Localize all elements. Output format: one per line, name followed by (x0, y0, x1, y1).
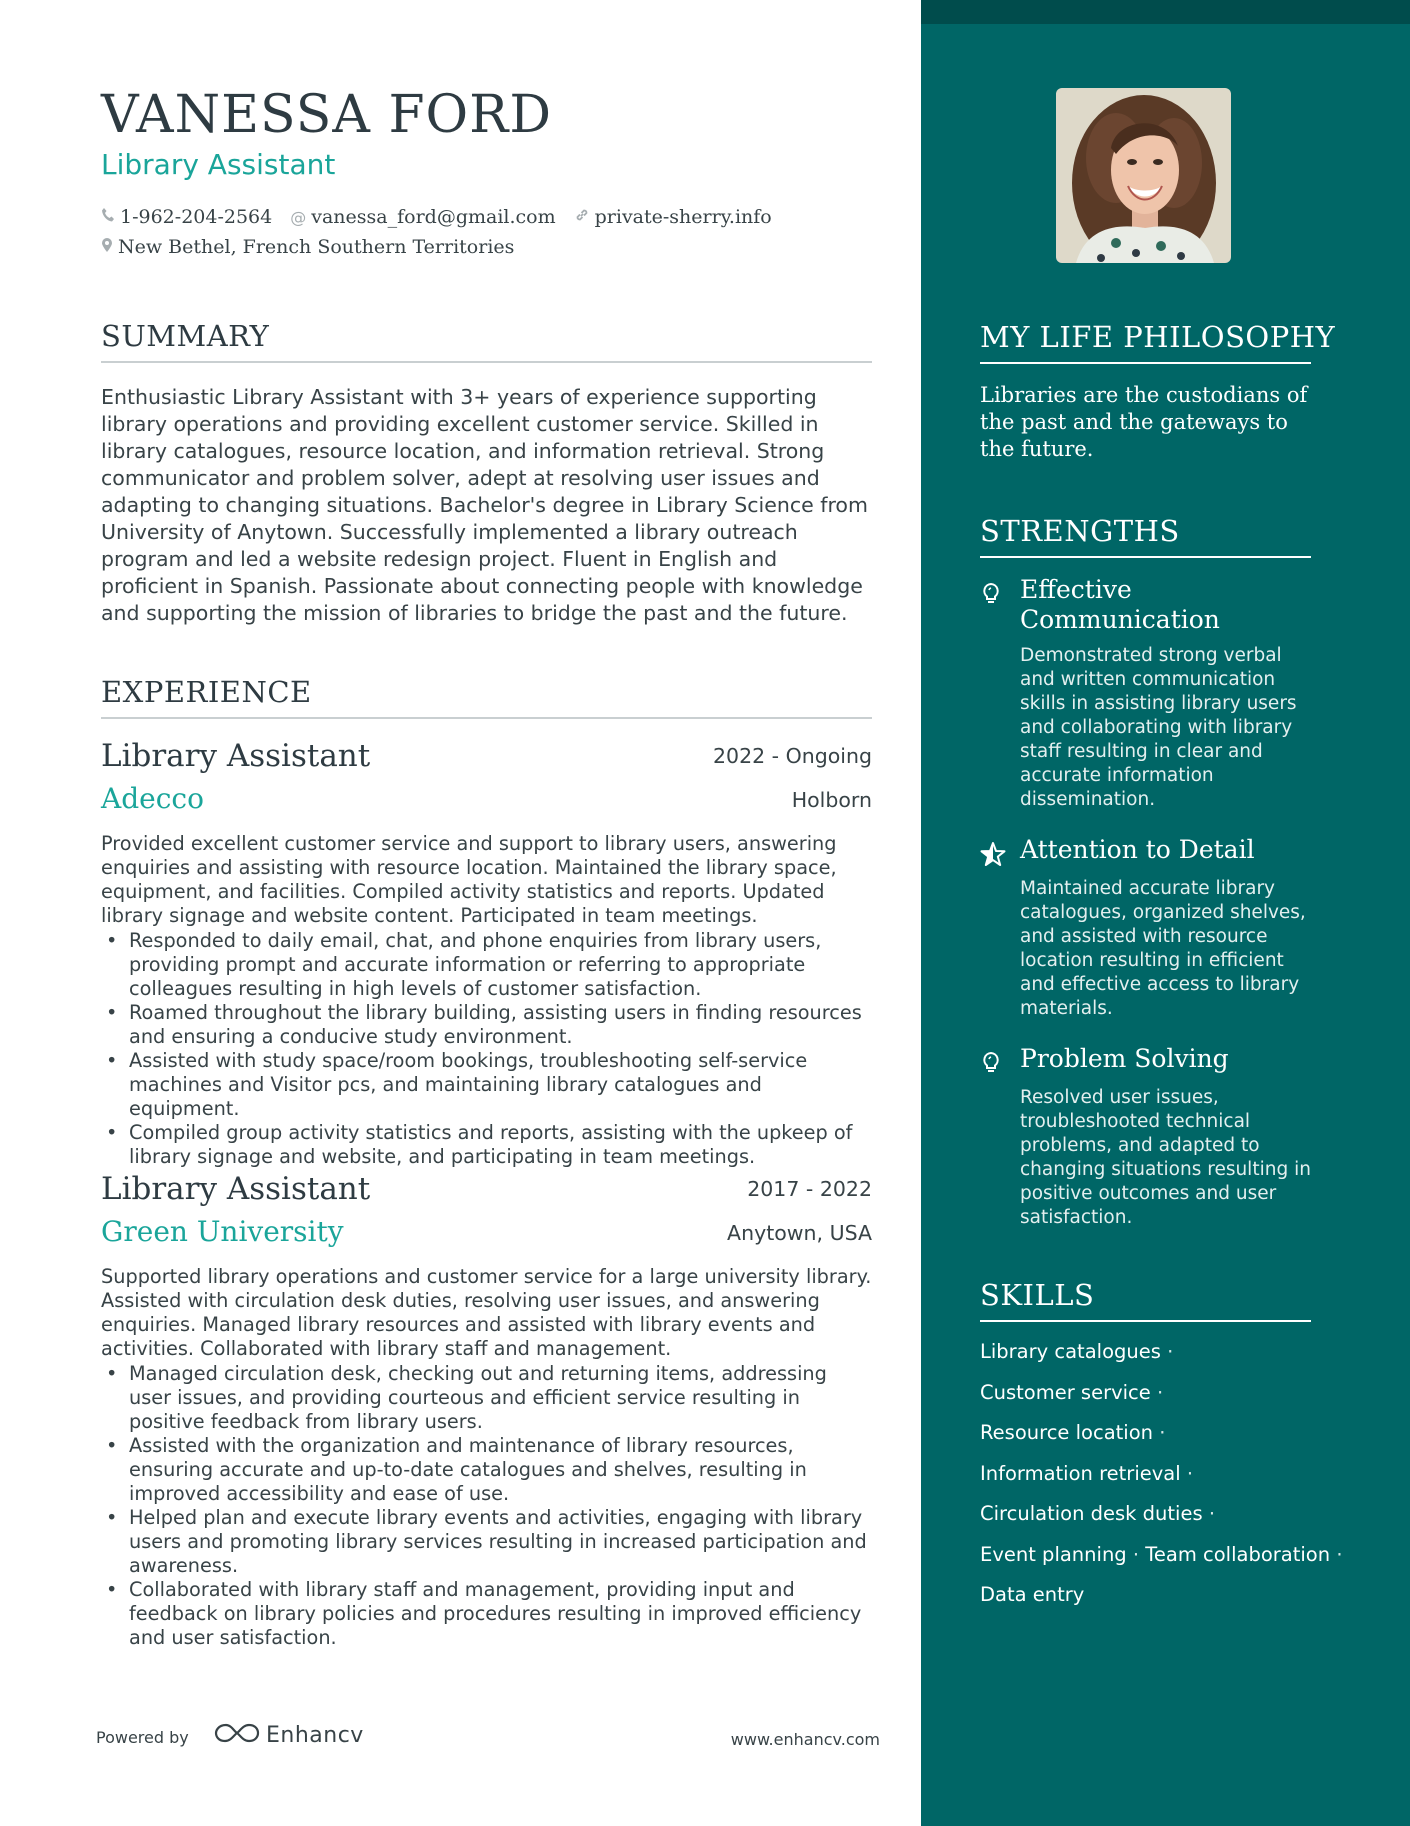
strength-description: Demonstrated strong verbal and written communication skills in assisting library users and collaborating with library staff resulting in clear and accurate information dissemination. (1020, 645, 1297, 810)
job-location: Anytown, USA (727, 1221, 872, 1245)
profile-photo (1056, 88, 1231, 263)
skill-item: Resource location (980, 1421, 1153, 1444)
strength-title: Problem Solving (1020, 1044, 1229, 1073)
job-bullet: • Roamed throughout the library building, assisting users in finding resources and ensuring a conducive study environment. (101, 1001, 872, 1049)
contact-info (101, 202, 772, 262)
sidebar-top-band (921, 0, 1410, 24)
strength-description: Maintained accurate library catalogues, organized shelves, and assisted with resource location resulting in efficient and effective access to library materials. (1020, 878, 1306, 1019)
strengths-heading: STRENGTHS (980, 514, 1311, 558)
lightbulb-icon (980, 581, 1004, 607)
email-address: vanessa_ford@gmail.com (311, 206, 556, 228)
job-bullet: • Managed circulation desk, checking out and returning items, addressing user issues, and providing courteous and efficient service resulting in positive feedback from library users. (101, 1362, 872, 1434)
philosophy-heading: MY LIFE PHILOSOPHY (980, 320, 1311, 364)
job-bullet: • Responded to daily email, chat, and phone enquiries from library users, providing prompt and accurate information or referring to appropriate colleagues resulting in high levels of customer satisfaction. (101, 929, 872, 1001)
job-dates: 2022 - Ongoing (713, 744, 872, 768)
job-company: Adecco (101, 782, 204, 815)
job-bullet: • Helped plan and execute library events and activities, engaging with library users and promoting library services resulting in increased participation and awareness. (101, 1506, 872, 1578)
philosophy-text: Libraries are the custodians of the past and the gateways to the future. (980, 383, 1308, 461)
job-description: Supported library operations and customer service for a large university library. Assisted with circulation desk duties, resolving user issues, and answering enquiries. Managed library resources and assisted with library events and activities. Collaborated with library staff and management. (101, 1265, 872, 1360)
job-bullet: • Collaborated with library staff and management, providing input and feedback on library policies and procedures resulting in improved efficiency and user satisfaction. (101, 1578, 872, 1650)
job-title: Library Assistant (101, 738, 371, 774)
location-pin-icon (101, 237, 113, 257)
website-url: private-sherry.info (594, 206, 772, 228)
powered-by-label: Powered by (96, 1728, 189, 1747)
footer (96, 1724, 880, 1754)
skills-heading: SKILLS (980, 1278, 1311, 1322)
job-location: Holborn (791, 788, 872, 812)
job-bullet: • Assisted with study space/room bookings, troubleshooting self-service machines and Visitor pcs, and maintaining library catalogues and equipment. (101, 1049, 872, 1121)
location-contact (101, 236, 514, 258)
enhancv-logo-text: Enhancv (266, 1722, 364, 1748)
candidate-role: Library Assistant (101, 148, 336, 181)
lightbulb-icon (980, 1050, 1004, 1076)
summary-heading: SUMMARY (101, 319, 872, 363)
job-description: Provided excellent customer service and support to library users, answering enquiries and assisting with resource location. Maintained the library space, equipment, and facilities. Compiled activity statistics and reports. Updated library signage and website content. Participated in team meetings. (101, 832, 837, 927)
job-company: Green University (101, 1215, 344, 1248)
job-bullet: • Assisted with the organization and maintenance of library resources, ensuring accurate and up-to-date catalogues and shelves, resulting in improved accessibility and ease of use. (101, 1434, 872, 1506)
email-contact[interactable] (290, 206, 555, 228)
skill-item: Team collaboration (1145, 1542, 1331, 1566)
strength-title: Attention to Detail (1020, 835, 1255, 864)
job-bullet: • Compiled group activity statistics and reports, assisting with the upkeep of library signage and website, and participating in team meetings. (101, 1121, 872, 1169)
skill-item: Circulation desk duties (980, 1502, 1203, 1525)
summary-text: Enthusiastic Library Assistant with 3+ years of experience supporting library operations and providing excellent customer service. Skilled in library catalogues, resource location, and information retrieval. Strong communicator and problem solver, adept at resolving user issues and adapting to changing situations. Bachelor's degree in Library Science from University of Anytown. Successfully implemented a library outreach program and led a website redesign project. Fluent in English and proficient in Spanish. Passionate about connecting people with knowledge and supporting the mission of libraries to bridge the past and the future. (101, 385, 868, 625)
job-bullet-list (101, 1362, 872, 1650)
website-contact[interactable] (574, 206, 772, 228)
link-icon (574, 207, 590, 227)
phone-number: 1-962-204-2564 (120, 206, 273, 228)
strength-title: Effective Communication (1020, 575, 1220, 634)
enhancv-logo-icon (214, 1722, 260, 1748)
skill-item: Customer service (980, 1380, 1151, 1404)
location-text: New Bethel, French Southern Territories (118, 236, 515, 258)
star-icon (980, 841, 1004, 867)
job-dates: 2017 - 2022 (747, 1177, 872, 1201)
skill-item: Event planning (980, 1542, 1127, 1566)
job-bullet-list (101, 929, 872, 1169)
candidate-name: VANESSA FORD (101, 85, 553, 145)
skill-item: Library catalogues (980, 1340, 1161, 1363)
skills-list: Library catalogues · Customer service · Resource location · Information retrieval · Circulation desk duties · Event planning · Team collaboration · Data entry (980, 1340, 1343, 1606)
phone-contact[interactable] (101, 206, 272, 228)
enhancv-logo[interactable] (214, 1722, 364, 1748)
skill-item: Information retrieval (980, 1461, 1181, 1485)
at-icon: @ (290, 207, 307, 227)
skill-item: Data entry (980, 1583, 1085, 1606)
footer-website-link[interactable]: www.enhancv.com (730, 1730, 880, 1749)
strength-description: Resolved user issues, troubleshooted technical problems, and adapted to changing situations resulting in positive outcomes and user satisfaction. (1020, 1087, 1311, 1228)
experience-heading: EXPERIENCE (101, 675, 872, 719)
phone-icon (101, 207, 115, 227)
sidebar (921, 0, 1410, 1826)
job-title: Library Assistant (101, 1171, 371, 1207)
